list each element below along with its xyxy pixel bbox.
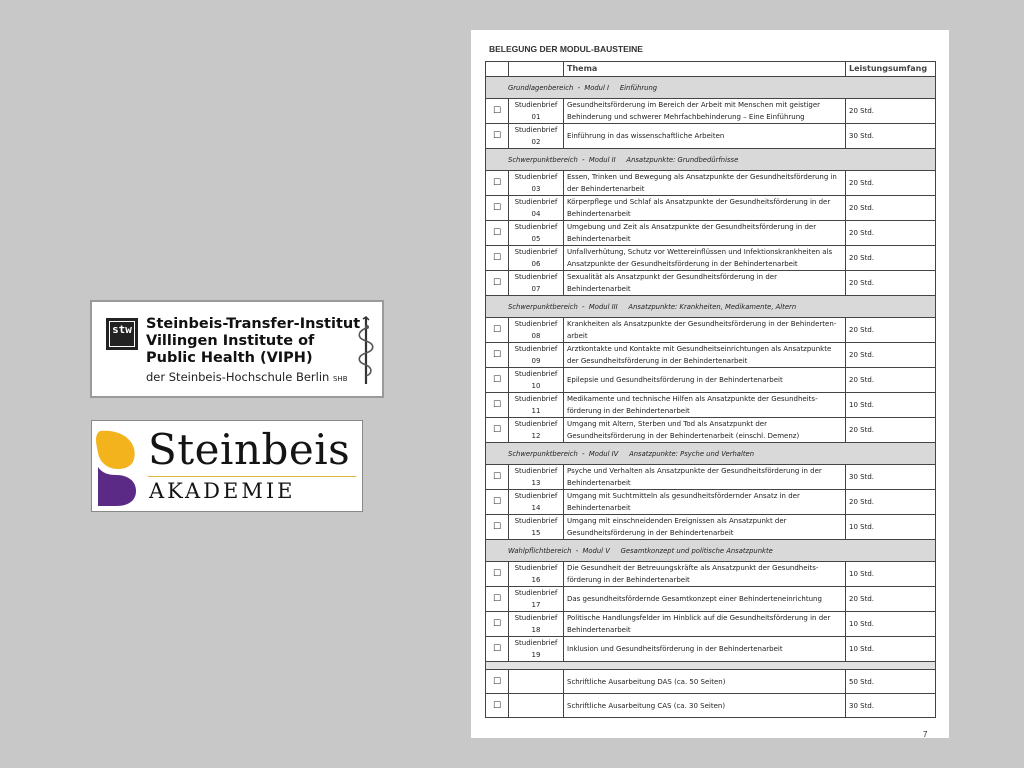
studienbrief-label: Studienbrief [514, 198, 558, 206]
hours-cell: 10 Std. [846, 612, 936, 637]
studienbrief-cell [509, 465, 564, 490]
checkbox[interactable]: ☐ [486, 637, 509, 662]
studienbrief-cell [509, 271, 564, 296]
studienbrief-number: 07 [531, 285, 541, 293]
checkbox[interactable]: ☐ [486, 587, 509, 612]
institute-subline-text: der Steinbeis-Hochschule Berlin [146, 370, 330, 384]
hours-cell: 20 Std. [846, 99, 936, 124]
studienbrief-label: Studienbrief [514, 320, 558, 328]
document-title: BELEGUNG DER MODUL-BAUSTEINE [489, 44, 643, 54]
table-row [486, 670, 936, 694]
studienbrief-number: 15 [531, 529, 541, 537]
table-row [486, 343, 936, 368]
table-row [486, 418, 936, 443]
table-row [486, 196, 936, 221]
studienbrief-number: 12 [531, 432, 541, 440]
checkbox[interactable]: ☐ [486, 368, 509, 393]
thema-cell: Epilepsie und Gesundheitsförderung in der Behindertenarbeit [564, 368, 846, 393]
module-section-label: Schwerpunktbereich - Modul III Ansatzpunkte: Krankheiten, Medikamente, Altern [486, 296, 936, 318]
thema-cell: Umgang mit Altern, Sterben und Tod als Ansatzpunkt der Gesundheitsförderung in der Behindertenarbeit (einschl. Demenz) [564, 418, 846, 443]
checkbox[interactable]: ☐ [486, 418, 509, 443]
studienbrief-label: Studienbrief [514, 173, 558, 181]
hours-cell: 20 Std. [846, 418, 936, 443]
table-row [486, 171, 936, 196]
checkbox[interactable]: ☐ [486, 318, 509, 343]
module-section-row [486, 540, 936, 562]
checkbox[interactable]: ☐ [486, 465, 509, 490]
header-blank-cell [509, 62, 564, 77]
checkbox[interactable]: ☐ [486, 221, 509, 246]
column-header-thema: Thema [564, 62, 846, 77]
document-page [471, 30, 949, 738]
studienbrief-label: Studienbrief [514, 614, 558, 622]
studienbrief-number: 01 [531, 113, 541, 121]
institute-name-line1: Steinbeis-Transfer-Institut [146, 316, 361, 332]
studienbrief-label: Studienbrief [514, 517, 558, 525]
checkbox[interactable]: ☐ [486, 99, 509, 124]
checkbox[interactable]: ☐ [486, 562, 509, 587]
module-section-row [486, 77, 936, 99]
thema-cell: Psyche und Verhalten als Ansatzpunkte der Gesundheitsförderung in der Behindertenarbeit [564, 465, 846, 490]
stw-badge-icon: stw [106, 318, 138, 350]
hours-cell: 30 Std. [846, 124, 936, 149]
studienbrief-cell [509, 587, 564, 612]
module-section-label: Wahlpflichtbereich - Modul V Gesamtkonzept und politische Ansatzpunkte [486, 540, 936, 562]
studienbrief-label: Studienbrief [514, 345, 558, 353]
checkbox[interactable]: ☐ [486, 246, 509, 271]
column-header-leistungsumfang: Leistungsumfang [846, 62, 936, 77]
thema-cell: Essen, Trinken und Bewegung als Ansatzpunkte der Gesundheitsförderung in der Behindertenarbeit [564, 171, 846, 196]
thema-cell: Einführung in das wissenschaftliche Arbeiten [564, 124, 846, 149]
thema-cell: Krankheiten als Ansatzpunkte der Gesundheitsförderung in der Behinderten-arbeit [564, 318, 846, 343]
checkbox[interactable]: ☐ [486, 196, 509, 221]
thema-cell: Arztkontakte und Kontakte mit Gesundheitseinrichtungen als Ansatzpunkte der Gesundheitsförderung in der Behindertenarbeit [564, 343, 846, 368]
studienbrief-number: 08 [531, 332, 541, 340]
studienbrief-cell [509, 196, 564, 221]
spacer-cell [486, 662, 936, 670]
aesculapian-staff-icon [354, 316, 376, 386]
checkbox[interactable]: ☐ [486, 124, 509, 149]
akademie-subtitle: AKADEMIE [149, 479, 296, 503]
studienbrief-cell [509, 246, 564, 271]
table-row [486, 221, 936, 246]
spacer-row [486, 662, 936, 670]
studienbrief-label: Studienbrief [514, 223, 558, 231]
empty-cell [509, 670, 564, 694]
hours-cell: 20 Std. [846, 271, 936, 296]
studienbrief-cell [509, 515, 564, 540]
studienbrief-number: 14 [531, 504, 541, 512]
institute-subline-suffix: SHB [332, 375, 348, 383]
checkbox[interactable]: ☐ [486, 343, 509, 368]
table-row [486, 246, 936, 271]
hours-cell: 10 Std. [846, 637, 936, 662]
studienbrief-number: 17 [531, 601, 541, 609]
hours-cell: 20 Std. [846, 196, 936, 221]
studienbrief-cell [509, 562, 564, 587]
thema-cell: Unfallverhütung, Schutz vor Wettereinflüssen und Infektionskrankheiten als Ansatzpunkte der Gesundheitsförderung in der Behindertenarbeit [564, 246, 846, 271]
studienbrief-cell [509, 343, 564, 368]
table-row [486, 587, 936, 612]
module-section-row [486, 296, 936, 318]
studienbrief-number: 13 [531, 479, 541, 487]
checkbox[interactable]: ☐ [486, 393, 509, 418]
studienbrief-number: 16 [531, 576, 541, 584]
table-row [486, 318, 936, 343]
page-number: 7 [923, 730, 928, 739]
thema-cell: Inklusion und Gesundheitsförderung in der Behindertenarbeit [564, 637, 846, 662]
studienbrief-number: 19 [531, 651, 541, 659]
institute-name-line2: Villingen Institute of [146, 333, 315, 349]
checkbox[interactable]: ☐ [486, 171, 509, 196]
steinbeis-akademie-logo [91, 420, 363, 512]
thema-cell: Umgang mit einschneidenden Ereignissen als Ansatzpunkt der Gesundheitsförderung in der Behindertenarbeit [564, 515, 846, 540]
hours-cell: 10 Std. [846, 515, 936, 540]
studienbrief-cell [509, 418, 564, 443]
akademie-divider [148, 476, 356, 477]
table-row [486, 515, 936, 540]
checkbox[interactable]: ☐ [486, 271, 509, 296]
thema-cell: Körperpflege und Schlaf als Ansatzpunkte der Gesundheitsförderung in der Behindertenarbeit [564, 196, 846, 221]
hours-cell: 20 Std. [846, 368, 936, 393]
studienbrief-label: Studienbrief [514, 395, 558, 403]
checkbox[interactable]: ☐ [486, 670, 509, 694]
studienbrief-label: Studienbrief [514, 126, 558, 134]
table-row [486, 637, 936, 662]
swoosh-gold-shape [96, 431, 135, 469]
hours-cell: 20 Std. [846, 490, 936, 515]
studienbrief-cell [509, 612, 564, 637]
thema-cell: Das gesundheitsfördernde Gesamtkonzept einer Behinderteneinrichtung [564, 587, 846, 612]
institute-subline [146, 370, 348, 384]
studienbrief-number: 02 [531, 138, 541, 146]
studienbrief-label: Studienbrief [514, 273, 558, 281]
studienbrief-label: Studienbrief [514, 589, 558, 597]
thema-cell: Die Gesundheit der Betreuungskräfte als Ansatzpunkt der Gesundheits-förderung in der Behindertenarbeit [564, 562, 846, 587]
hours-cell: 50 Std. [846, 670, 936, 694]
hours-cell: 20 Std. [846, 318, 936, 343]
hours-cell: 10 Std. [846, 562, 936, 587]
checkbox[interactable]: ☐ [486, 612, 509, 637]
header-blank-cell [486, 62, 509, 77]
steinbeis-transfer-institut-logo [90, 300, 384, 398]
studienbrief-number: 05 [531, 235, 541, 243]
studienbrief-label: Studienbrief [514, 370, 558, 378]
studienbrief-number: 03 [531, 185, 541, 193]
hours-cell: 10 Std. [846, 393, 936, 418]
thema-cell: Medikamente und technische Hilfen als Ansatzpunkte der Gesundheits-förderung in der Behindertenarbeit [564, 393, 846, 418]
table-row [486, 612, 936, 637]
checkbox[interactable]: ☐ [486, 694, 509, 718]
thema-cell: Schriftliche Ausarbeitung DAS (ca. 50 Seiten) [564, 670, 846, 694]
module-section-label: Grundlagenbereich - Modul I Einführung [486, 77, 936, 99]
studienbrief-number: 09 [531, 357, 541, 365]
studienbrief-label: Studienbrief [514, 101, 558, 109]
table-row [486, 562, 936, 587]
hours-cell: 20 Std. [846, 171, 936, 196]
table-row [486, 124, 936, 149]
table-header-row [486, 62, 936, 77]
checkbox[interactable]: ☐ [486, 490, 509, 515]
studienbrief-label: Studienbrief [514, 420, 558, 428]
module-section-label: Schwerpunktbereich - Modul IV Ansatzpunkte: Psyche und Verhalten [486, 443, 936, 465]
studienbrief-number: 18 [531, 626, 541, 634]
table-row [486, 465, 936, 490]
studienbrief-cell [509, 124, 564, 149]
thema-cell: Sexualität als Ansatzpunkt der Gesundheitsförderung in der Behindertenarbeit [564, 271, 846, 296]
hours-cell: 30 Std. [846, 694, 936, 718]
institute-name [146, 316, 360, 367]
studienbrief-label: Studienbrief [514, 564, 558, 572]
hours-cell: 20 Std. [846, 221, 936, 246]
thema-cell: Politische Handlungsfelder im Hinblick auf die Gesundheitsförderung in der Behindertenarbeit [564, 612, 846, 637]
studienbrief-label: Studienbrief [514, 248, 558, 256]
hours-cell: 20 Std. [846, 587, 936, 612]
studienbrief-cell [509, 221, 564, 246]
steinbeis-swoosh-icon [94, 429, 138, 507]
studienbrief-cell [509, 490, 564, 515]
empty-cell [509, 694, 564, 718]
thema-cell: Schriftliche Ausarbeitung CAS (ca. 30 Seiten) [564, 694, 846, 718]
studienbrief-cell [509, 99, 564, 124]
studienbrief-number: 04 [531, 210, 541, 218]
studienbrief-cell [509, 171, 564, 196]
module-table [485, 61, 936, 718]
studienbrief-label: Studienbrief [514, 639, 558, 647]
institute-name-line3: Public Health (VIPH) [146, 350, 313, 366]
studienbrief-number: 10 [531, 382, 541, 390]
module-section-row [486, 149, 936, 171]
studienbrief-label: Studienbrief [514, 492, 558, 500]
thema-cell: Umgang mit Suchtmitteln als gesundheitsfördernder Ansatz in der Behindertenarbeit [564, 490, 846, 515]
module-section-row [486, 443, 936, 465]
table-row [486, 368, 936, 393]
hours-cell: 20 Std. [846, 246, 936, 271]
studienbrief-cell [509, 393, 564, 418]
thema-cell: Umgebung und Zeit als Ansatzpunkte der Gesundheitsförderung in der Behindertenarbeit [564, 221, 846, 246]
table-row [486, 271, 936, 296]
hours-cell: 20 Std. [846, 343, 936, 368]
module-section-label: Schwerpunktbereich - Modul II Ansatzpunkte: Grundbedürfnisse [486, 149, 936, 171]
table-row [486, 99, 936, 124]
studienbrief-label: Studienbrief [514, 467, 558, 475]
hours-cell: 30 Std. [846, 465, 936, 490]
studienbrief-cell [509, 637, 564, 662]
table-row [486, 490, 936, 515]
thema-cell: Gesundheitsförderung im Bereich der Arbeit mit Menschen mit geistiger Behinderung und schwerer Mehrfachbehinderung – Eine Einführung [564, 99, 846, 124]
studienbrief-cell [509, 368, 564, 393]
table-row [486, 393, 936, 418]
swoosh-purple-shape [98, 467, 136, 506]
studienbrief-cell [509, 318, 564, 343]
table-row [486, 694, 936, 718]
akademie-brand-name: Steinbeis [148, 425, 351, 474]
checkbox[interactable]: ☐ [486, 515, 509, 540]
studienbrief-number: 06 [531, 260, 541, 268]
studienbrief-number: 11 [531, 407, 541, 415]
